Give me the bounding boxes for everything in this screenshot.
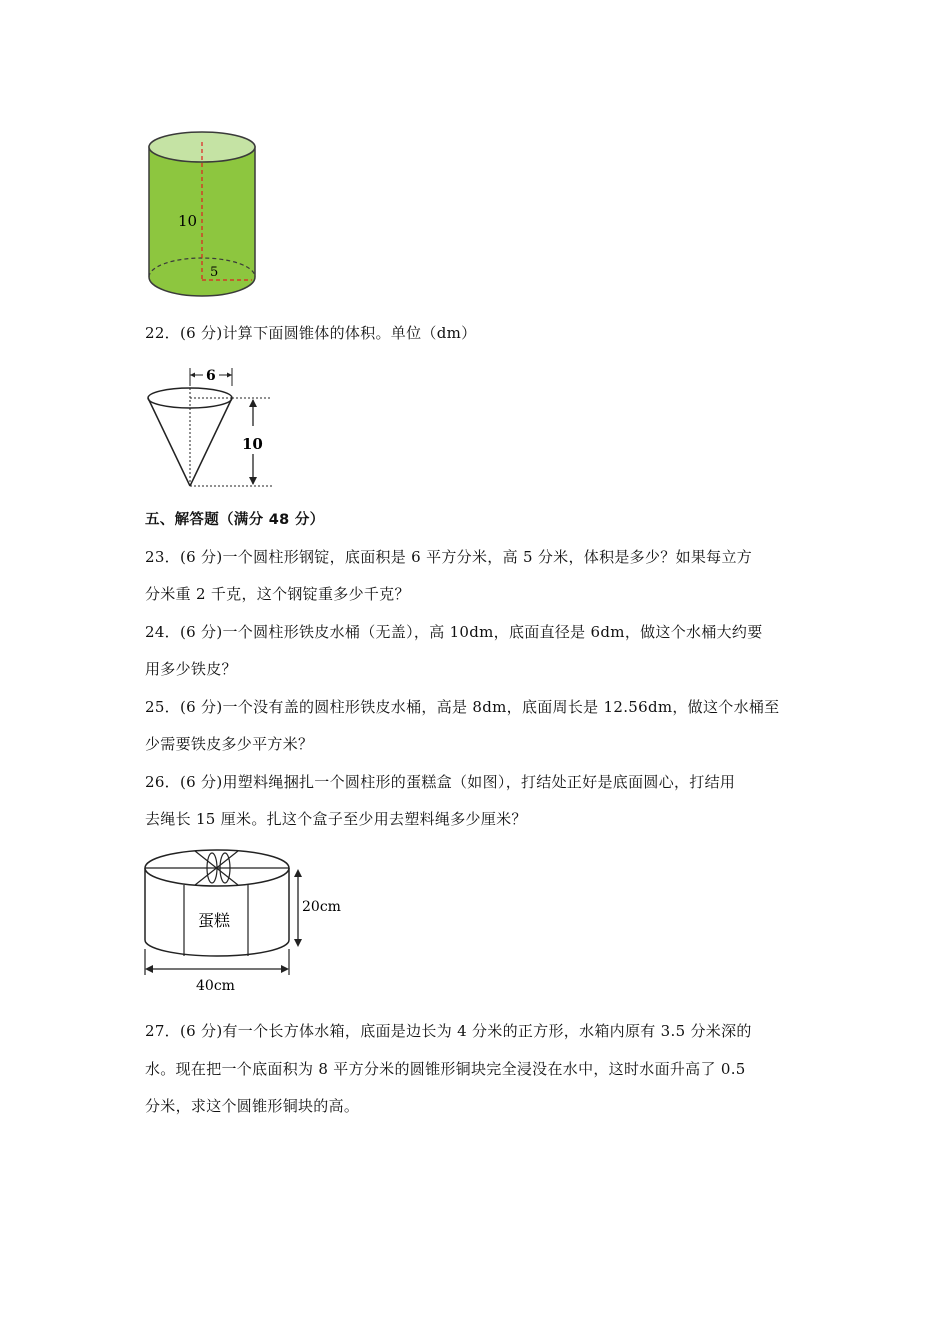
question-27-line-3: 分米，求这个圆锥形铜块的高。: [145, 1097, 360, 1115]
cake-box-figure: [140, 843, 350, 998]
question-23-line-1: 23．(6 分)一个圆柱形钢锭，底面积是 6 平方分米，高 5 分米，体积是多少？如果每立方: [145, 548, 753, 566]
question-26-line-1: 26．(6 分)用塑料绳捆扎一个圆柱形的蛋糕盒（如图），打结处正好是底面圆心，打结用: [145, 773, 736, 791]
question-24-line-2: 用多少铁皮？: [145, 660, 237, 678]
question-26-line-2: 去绳长 15 厘米。扎这个盒子至少用去塑料绳多少厘米？: [145, 810, 527, 828]
cake-width-label: 40cm: [196, 978, 235, 994]
cone-height-label: 10: [242, 435, 263, 453]
cone-radius-label: 6: [206, 368, 216, 384]
question-27-line-1: 27．(6 分)有一个长方体水箱，底面是边长为 4 分米的正方形，水箱内原有 3.5 分米深的: [145, 1022, 752, 1040]
cylinder-figure: [140, 125, 270, 305]
cylinder-height-label: 10: [178, 212, 198, 230]
section-5-title: 五、解答题（满分 48 分）: [145, 512, 325, 528]
cake-label: 蛋糕: [198, 911, 231, 930]
question-25-line-1: 25．(6 分)一个没有盖的圆柱形铁皮水桶，高是 8dm，底面周长是 12.56dm，做这个水桶至: [145, 698, 780, 716]
question-23-line-2: 分米重 2 千克，这个钢锭重多少千克？: [145, 585, 410, 603]
question-27-line-2: 水。现在把一个底面积为 8 平方分米的圆锥形铜块完全浸没在水中，这时水面升高了 0.5: [145, 1060, 746, 1078]
question-24-line-1: 24．(6 分)一个圆柱形铁皮水桶（无盖），高 10dm，底面直径是 6dm，做这个水桶大约要: [145, 623, 763, 641]
question-22: 22．(6 分)计算下面圆锥体的体积。单位（dm）: [145, 324, 477, 342]
question-25-line-2: 少需要铁皮多少平方米？: [145, 735, 314, 753]
cone-figure: [142, 358, 282, 493]
cake-height-label: 20cm: [302, 899, 341, 915]
cylinder-radius-label: 5: [210, 265, 219, 280]
